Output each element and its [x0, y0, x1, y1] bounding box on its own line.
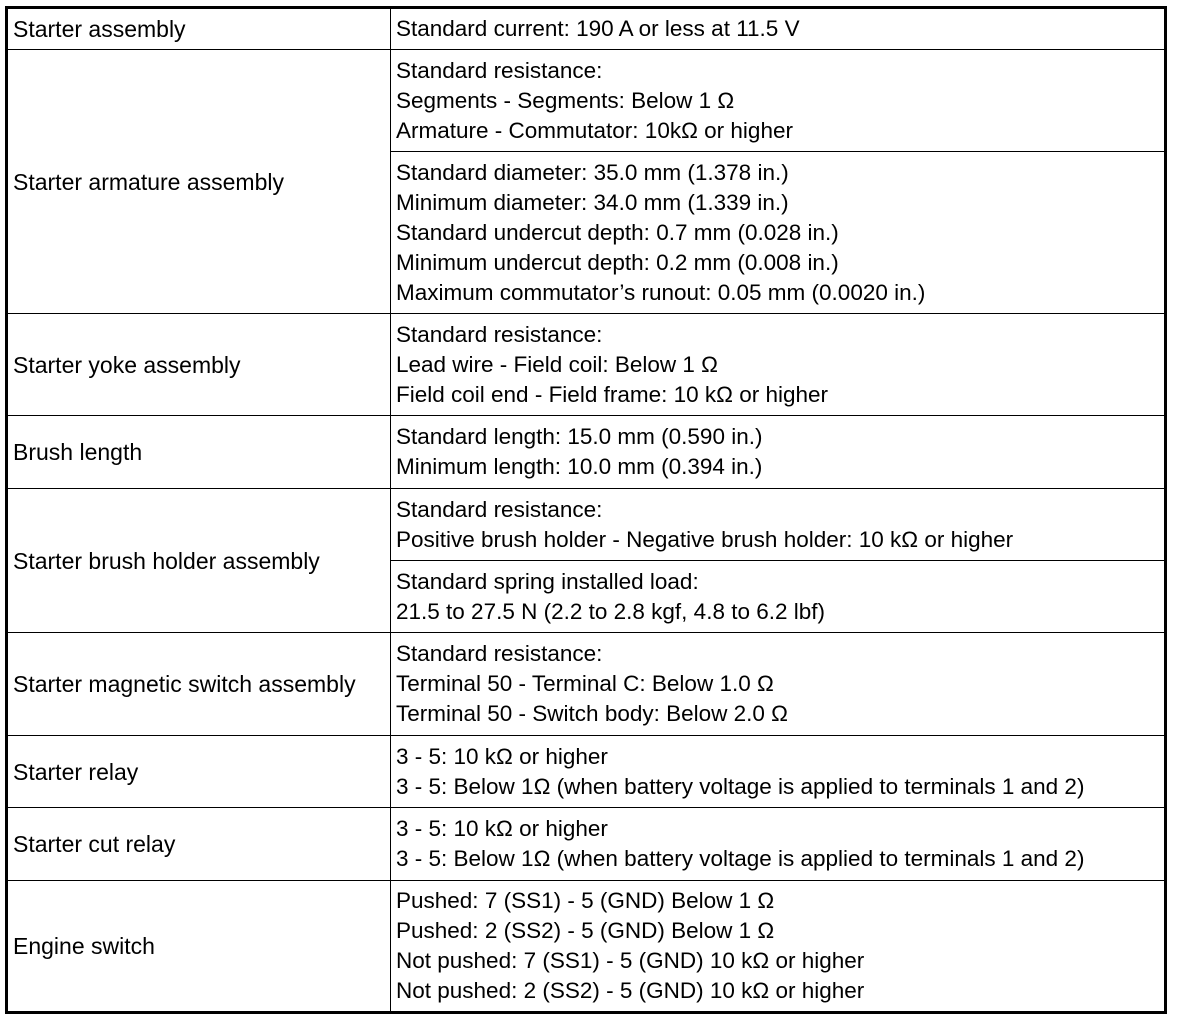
spec-line: 3 - 5: 10 kΩ or higher	[396, 816, 608, 841]
spec-cell	[391, 561, 1166, 633]
table-row	[7, 8, 1166, 50]
spec-line: Minimum undercut depth: 0.2 mm (0.008 in.)	[396, 249, 839, 275]
spec-line: Standard length: 15.0 mm (0.590 in.)	[396, 424, 763, 449]
spec-line: Standard spring installed load:	[396, 568, 699, 594]
specification-table	[5, 6, 1167, 1014]
component-cell: Starter relay	[7, 736, 391, 808]
spec-line: Terminal 50 - Switch body: Below 2.0 Ω	[396, 701, 788, 726]
spec-line: Segments - Segments: Below 1 Ω	[396, 87, 735, 113]
spec-cell	[391, 416, 1166, 489]
table-row	[7, 416, 1166, 489]
spec-cell	[391, 808, 1166, 881]
spec-cell	[391, 50, 1166, 152]
spec-line: Lead wire - Field coil: Below 1 Ω	[396, 351, 718, 377]
spec-line: Standard diameter: 35.0 mm (1.378 in.)	[396, 159, 789, 185]
table-row	[7, 633, 1166, 736]
spec-cell	[391, 8, 1166, 50]
spec-line: Minimum diameter: 34.0 mm (1.339 in.)	[396, 189, 789, 215]
component-cell: Starter assembly	[7, 8, 391, 50]
table-row	[7, 808, 1166, 881]
spec-line: Pushed: 2 (SS2) - 5 (GND) Below 1 Ω	[396, 918, 775, 943]
component-cell: Starter yoke assembly	[7, 314, 391, 416]
spec-line: Maximum commutator’s runout: 0.05 mm (0.0020 in.)	[396, 279, 926, 305]
component-cell: Starter cut relay	[7, 808, 391, 881]
spec-cell	[391, 736, 1166, 808]
spec-cell	[391, 152, 1166, 314]
spec-line: Standard undercut depth: 0.7 mm (0.028 in.)	[396, 219, 839, 245]
specification-table-body	[7, 8, 1166, 1013]
table-row	[7, 314, 1166, 416]
component-cell: Engine switch	[7, 881, 391, 1013]
spec-cell	[391, 881, 1166, 1013]
spec-line: 21.5 to 27.5 N (2.2 to 2.8 kgf, 4.8 to 6.2 lbf)	[396, 598, 826, 624]
spec-line: 3 - 5: Below 1Ω (when battery voltage is applied to terminals 1 and 2)	[396, 773, 1085, 799]
spec-line: Not pushed: 2 (SS2) - 5 (GND) 10 kΩ or higher	[396, 978, 865, 1003]
spec-line: Terminal 50 - Terminal C: Below 1.0 Ω	[396, 671, 774, 696]
spec-cell	[391, 314, 1166, 416]
spec-line: Standard resistance:	[396, 321, 603, 347]
spec-line: Field coil end - Field frame: 10 kΩ or higher	[396, 381, 829, 407]
table-row	[7, 489, 1166, 561]
spec-line: Standard current: 190 A or less at 11.5 V	[396, 16, 800, 41]
spec-line: Pushed: 7 (SS1) - 5 (GND) Below 1 Ω	[396, 888, 775, 913]
component-cell: Starter magnetic switch assembly	[7, 633, 391, 736]
spec-line: 3 - 5: Below 1Ω (when battery voltage is applied to terminals 1 and 2)	[396, 846, 1085, 871]
spec-line: Standard resistance:	[396, 641, 603, 666]
spec-cell	[391, 489, 1166, 561]
table-row	[7, 50, 1166, 152]
spec-line: Standard resistance:	[396, 496, 603, 522]
spec-line: Positive brush holder - Negative brush holder: 10 kΩ or higher	[396, 526, 1014, 552]
component-cell: Brush length	[7, 416, 391, 489]
table-row	[7, 736, 1166, 808]
component-cell: Starter armature assembly	[7, 50, 391, 314]
spec-line: 3 - 5: 10 kΩ or higher	[396, 743, 608, 769]
table-row	[7, 881, 1166, 1013]
spec-line: Not pushed: 7 (SS1) - 5 (GND) 10 kΩ or higher	[396, 948, 865, 973]
spec-cell	[391, 633, 1166, 736]
spec-line: Armature - Commutator: 10kΩ or higher	[396, 117, 793, 143]
spec-line: Minimum length: 10.0 mm (0.394 in.)	[396, 454, 763, 479]
spec-line: Standard resistance:	[396, 57, 603, 83]
component-cell: Starter brush holder assembly	[7, 489, 391, 633]
